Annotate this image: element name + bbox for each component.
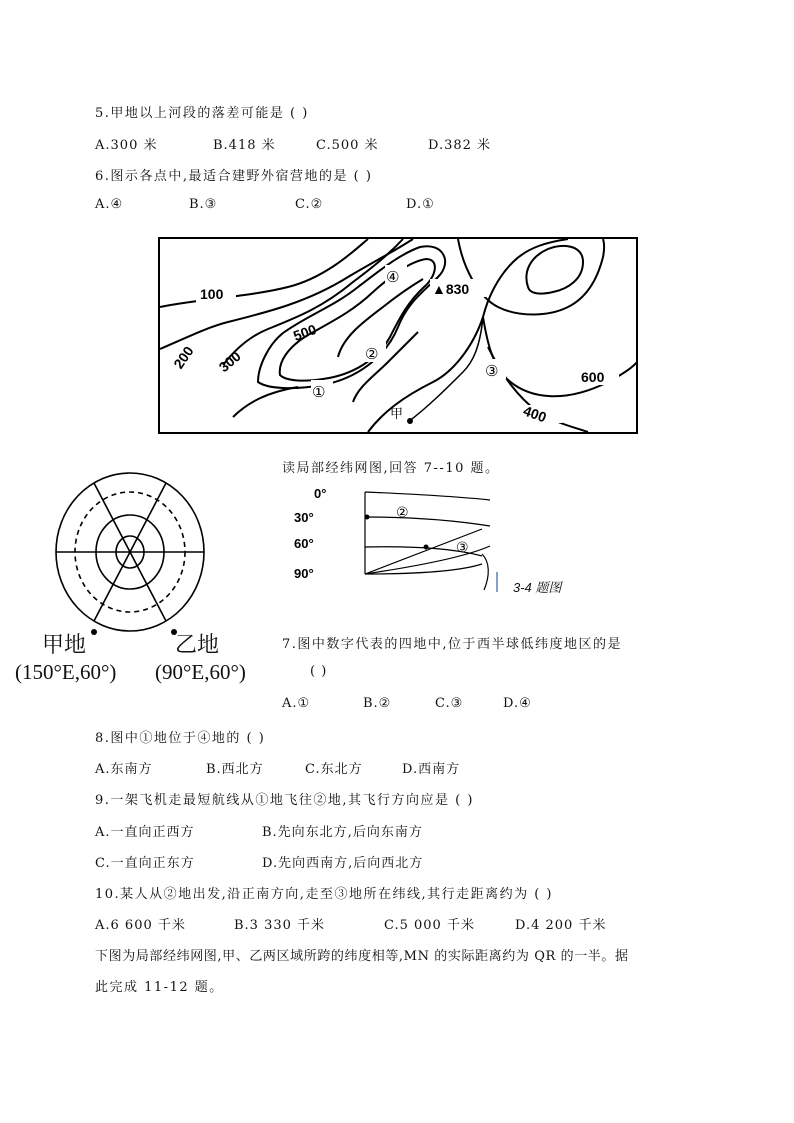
lat-point-2: ② (396, 505, 409, 521)
label-point-2: ② (365, 345, 379, 363)
q5-stem: 5.甲地以上河段的落差可能是 ( ) (95, 106, 309, 121)
lat-label-30: 30° (294, 510, 314, 525)
q9-stem: 9.一架飞机走最短航线从①地飞往②地,其飞行方向应是 ( ) (95, 793, 474, 808)
lat-grid-svg (292, 484, 502, 596)
q8-stem: 8.图中①地位于④地的 ( ) (95, 731, 266, 746)
q6-option-a: A.④ (95, 197, 124, 212)
q8-option-c: C.东北方 (305, 762, 363, 777)
lat-label-90: 90° (294, 566, 314, 581)
q9-option-a: A.一直向正西方 (95, 825, 195, 840)
label-500: 500 (291, 320, 319, 344)
q7-option-d: D.④ (503, 696, 532, 711)
polar-right-name: 乙地 (175, 633, 220, 658)
intro-11-12-line2: 此完成 11-12 题。 (95, 980, 224, 995)
q6-option-d: D.① (406, 197, 435, 212)
q10-option-a: A.6 600 千米 (95, 918, 186, 933)
q5-option-c: C.500 米 (316, 138, 379, 153)
q7-option-c: C.③ (435, 696, 464, 711)
polar-svg (52, 468, 212, 640)
lat-label-0: 0° (314, 486, 327, 501)
contour-map-figure (158, 237, 639, 434)
label-point-1: ① (312, 383, 326, 401)
q6-option-b: B.③ (189, 197, 218, 212)
q10-option-b: B.3 330 千米 (234, 918, 326, 933)
intro-11-12-line1: 下图为局部经纬网图,甲、乙两区域所跨的纬度相等,MN 的实际距离约为 QR 的一半。据 (95, 949, 629, 964)
polar-left-coord: (150°E,60°) (15, 660, 117, 684)
q9-option-b: B.先向东北方,后向东南方 (262, 825, 423, 840)
label-point-3: ③ (485, 362, 499, 380)
intro-7-10: 读局部经纬网图,回答 7--10 题。 (282, 461, 500, 476)
q6-stem: 6.图示各点中,最适合建野外宿营地的是 ( ) (95, 169, 373, 184)
label-100: 100 (200, 286, 224, 302)
q10-option-c: C.5 000 千米 (384, 918, 475, 933)
polar-right-coord: (90°E,60°) (155, 660, 246, 684)
q9-option-c: C.一直向正东方 (95, 856, 195, 871)
point-jia-dot (407, 418, 413, 424)
contour-map-svg (158, 237, 639, 434)
q5-option-d: D.382 米 (428, 138, 492, 153)
polar-left-name: 甲地 (42, 633, 87, 658)
q10-option-d: D.4 200 千米 (515, 918, 607, 933)
label-830-peak: ▲830 (432, 281, 470, 297)
lat-grid-figure (292, 484, 502, 596)
q5-option-a: A.300 米 (95, 138, 158, 153)
q7-option-a: A.① (282, 696, 311, 711)
lat-label-60: 60° (294, 536, 314, 551)
label-400: 400 (521, 402, 549, 426)
label-point-4: ④ (386, 268, 400, 286)
label-200: 200 (170, 343, 197, 372)
q7-stem: 7.图中数字代表的四地中,位于西半球低纬度地区的是 (282, 637, 623, 652)
q10-stem: 10.某人从②地出发,沿正南方向,走至③地所在纬线,其行走距离约为 ( ) (95, 887, 553, 902)
q8-option-d: D.西南方 (402, 762, 461, 777)
q8-option-b: B.西北方 (206, 762, 264, 777)
q8-option-a: A.东南方 (95, 762, 153, 777)
label-600: 600 (581, 369, 605, 385)
q7-paren: ( ) (310, 664, 328, 679)
lat-point-3: ③ (456, 540, 469, 556)
q9-option-d: D.先向西南方,后向西北方 (262, 856, 424, 871)
q6-option-c: C.② (295, 197, 324, 212)
lat-grid-caption: 3-4 题图 (513, 580, 562, 595)
q5-option-b: B.418 米 (213, 138, 276, 153)
label-jia: 甲 (390, 407, 404, 422)
q7-option-b: B.② (363, 696, 392, 711)
polar-figure (52, 468, 212, 640)
label-300: 300 (215, 347, 244, 376)
